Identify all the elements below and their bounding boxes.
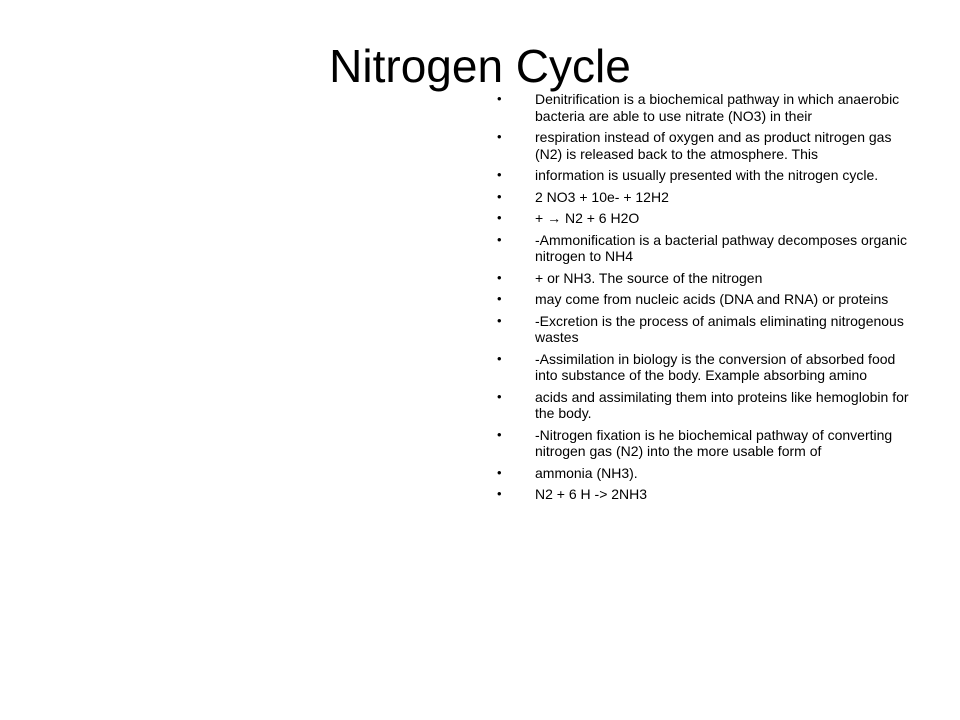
bullet-text: -Excretion is the process of animals eliminating nitrogenous wastes: [535, 312, 904, 345]
bullet-text: -Ammonification is a bacterial pathway decomposes organic nitrogen to NH4: [535, 231, 907, 264]
bullet-icon: •: [497, 426, 502, 442]
bullet-text: -Nitrogen fixation is he biochemical pathway of converting nitrogen gas (N2) into the more usable form of: [535, 426, 893, 459]
list-item: [497, 389, 917, 422]
list-item: [497, 486, 917, 503]
bullet-text: N2 + 6 H -> 2NH3: [535, 486, 648, 502]
list-item: [497, 91, 917, 124]
list-item: [497, 427, 917, 460]
bullet-text: + or NH3. The source of the nitrogen: [535, 269, 763, 286]
list-item: [497, 465, 917, 482]
bullet-text: information is usually presented with the nitrogen cycle.: [535, 167, 879, 183]
list-item: [497, 167, 917, 184]
bullet-icon: •: [497, 291, 502, 306]
list-item: [497, 189, 917, 206]
bullet-icon: •: [497, 388, 502, 404]
bullet-text: ammonia (NH3).: [535, 464, 638, 481]
bullet-text: -Assimilation in biology is the conversion of absorbed food into substance of the body. Example absorbing amino: [535, 350, 896, 383]
list-item: [497, 351, 917, 384]
bullet-icon: •: [497, 486, 502, 501]
bullet-icon: •: [497, 210, 502, 225]
bullet-icon: •: [497, 129, 502, 144]
list-item: [497, 313, 917, 346]
bullet-list: [497, 91, 917, 508]
slide-title: Nitrogen Cycle: [329, 40, 631, 92]
bullet-icon: •: [497, 312, 502, 328]
bullet-icon: •: [497, 188, 502, 204]
bullet-text: Denitrification is a biochemical pathway in which anaerobic bacteria are able to use nitrate (NO3) in their: [535, 91, 900, 124]
bullet-text: respiration instead of oxygen and as product nitrogen gas (N2) is released back to the atmosphere. This: [535, 129, 892, 162]
list-item: [497, 210, 917, 227]
list-item: [497, 129, 917, 162]
bullet-icon: •: [497, 91, 502, 106]
bullet-icon: •: [497, 350, 502, 366]
bullet-icon: •: [497, 464, 502, 480]
bullet-text: + → N2 + 6 H2O: [535, 210, 640, 226]
bullet-icon: •: [497, 167, 502, 182]
bullet-icon: •: [497, 231, 502, 247]
list-item: [497, 270, 917, 287]
list-item: [497, 291, 917, 308]
list-item: [497, 232, 917, 265]
bullet-text: acids and assimilating them into proteins like hemoglobin for the body.: [535, 388, 909, 421]
bullet-text: may come from nucleic acids (DNA and RNA) or proteins: [535, 291, 889, 307]
bullet-text: 2 NO3 + 10e- + 12H2: [535, 188, 669, 205]
bullet-icon: •: [497, 269, 502, 285]
